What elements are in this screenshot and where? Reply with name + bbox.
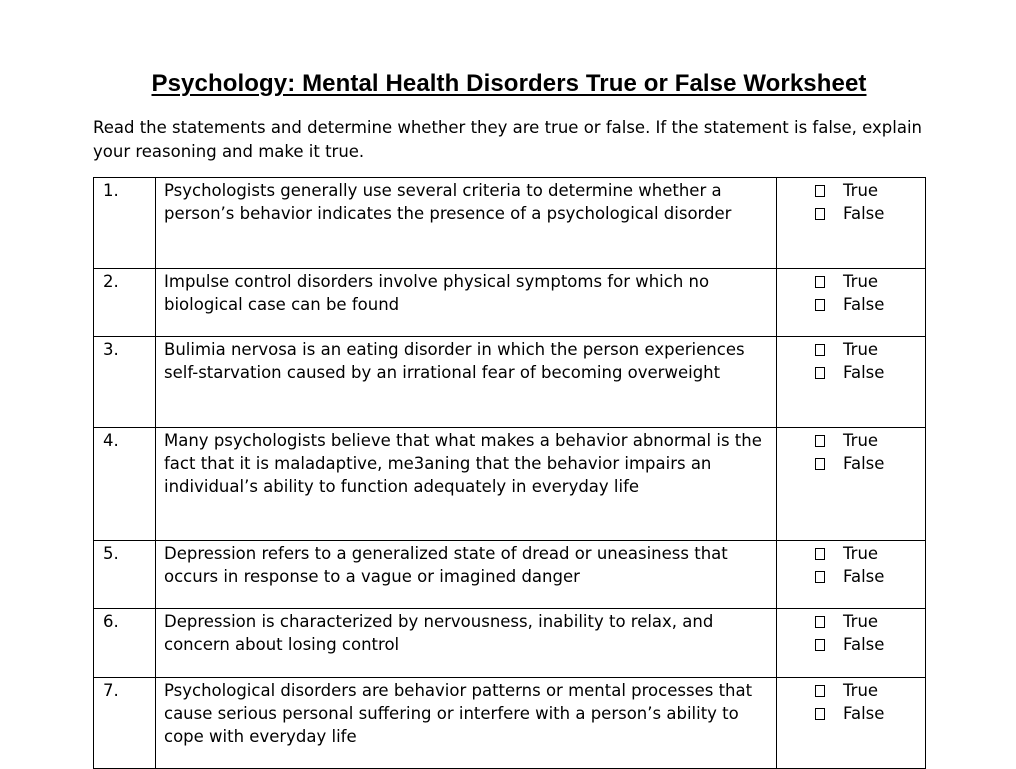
false-option[interactable]	[815, 633, 925, 656]
true-label: True	[843, 181, 879, 200]
answer-options	[777, 609, 926, 678]
checkbox-icon[interactable]	[815, 435, 825, 447]
false-option[interactable]	[815, 293, 925, 316]
checkbox-icon[interactable]	[815, 367, 825, 379]
question-row	[94, 428, 926, 541]
checkbox-icon[interactable]	[815, 571, 825, 583]
question-statement: Many psychologists believe that what makes a behavior abnormal is the fact that it is maladaptive, me3aning that the behavior impairs an individual’s ability to function adequately in everyday life	[156, 428, 777, 541]
true-option[interactable]	[815, 429, 925, 452]
question-number: 3.	[94, 337, 156, 428]
answer-options	[777, 678, 926, 769]
checkbox-icon[interactable]	[815, 708, 825, 720]
question-row	[94, 609, 926, 678]
false-label: False	[843, 295, 885, 314]
true-label: True	[843, 272, 879, 291]
question-statement: Psychologists generally use several criteria to determine whether a person’s behavior indicates the presence of a psychological disorder	[156, 178, 777, 269]
question-row	[94, 541, 926, 609]
false-label: False	[843, 567, 885, 586]
question-number: 5.	[94, 541, 156, 609]
false-option[interactable]	[815, 361, 925, 384]
question-statement: Psychological disorders are behavior patterns or mental processes that cause serious personal suffering or interfere with a person’s ability to cope with everyday life	[156, 678, 777, 769]
instructions-text: Read the statements and determine whether they are true or false. If the statement is false, explain your reasoning and make it true.	[93, 118, 922, 161]
true-option[interactable]	[815, 270, 925, 293]
question-row	[94, 337, 926, 428]
checkbox-icon[interactable]	[815, 548, 825, 560]
false-label: False	[843, 454, 885, 473]
question-statement: Bulimia nervosa is an eating disorder in which the person experiences self-starvation caused by an irrational fear of becoming overweight	[156, 337, 777, 428]
checkbox-icon[interactable]	[815, 458, 825, 470]
false-option[interactable]	[815, 565, 925, 588]
question-number: 6.	[94, 609, 156, 678]
checkbox-icon[interactable]	[815, 616, 825, 628]
true-label: True	[843, 681, 879, 700]
questions-table	[93, 177, 926, 769]
false-label: False	[843, 363, 885, 382]
question-row	[94, 178, 926, 269]
true-option[interactable]	[815, 338, 925, 361]
answer-options	[777, 178, 926, 269]
question-row	[94, 269, 926, 337]
true-option[interactable]	[815, 679, 925, 702]
checkbox-icon[interactable]	[815, 208, 825, 220]
answer-options	[777, 337, 926, 428]
question-statement: Depression refers to a generalized state of dread or uneasiness that occurs in response to a vague or imagined danger	[156, 541, 777, 609]
answer-options	[777, 428, 926, 541]
false-label: False	[843, 635, 885, 654]
question-number: 1.	[94, 178, 156, 269]
true-option[interactable]	[815, 610, 925, 633]
checkbox-icon[interactable]	[815, 299, 825, 311]
false-label: False	[843, 704, 885, 723]
page-title: Psychology: Mental Health Disorders True or False Worksheet	[151, 70, 867, 97]
false-option[interactable]	[815, 452, 925, 475]
checkbox-icon[interactable]	[815, 344, 825, 356]
false-label: False	[843, 204, 885, 223]
question-statement: Impulse control disorders involve physical symptoms for which no biological case can be found	[156, 269, 777, 337]
question-number: 2.	[94, 269, 156, 337]
true-label: True	[843, 431, 879, 450]
question-number: 4.	[94, 428, 156, 541]
answer-options	[777, 269, 926, 337]
answer-options	[777, 541, 926, 609]
false-option[interactable]	[815, 702, 925, 725]
true-option[interactable]	[815, 179, 925, 202]
true-label: True	[843, 544, 879, 563]
true-option[interactable]	[815, 542, 925, 565]
checkbox-icon[interactable]	[815, 639, 825, 651]
question-row	[94, 678, 926, 769]
true-label: True	[843, 612, 879, 631]
question-number: 7.	[94, 678, 156, 769]
checkbox-icon[interactable]	[815, 685, 825, 697]
false-option[interactable]	[815, 202, 925, 225]
true-label: True	[843, 340, 879, 359]
checkbox-icon[interactable]	[815, 276, 825, 288]
question-statement: Depression is characterized by nervousness, inability to relax, and concern about losing control	[156, 609, 777, 678]
checkbox-icon[interactable]	[815, 185, 825, 197]
